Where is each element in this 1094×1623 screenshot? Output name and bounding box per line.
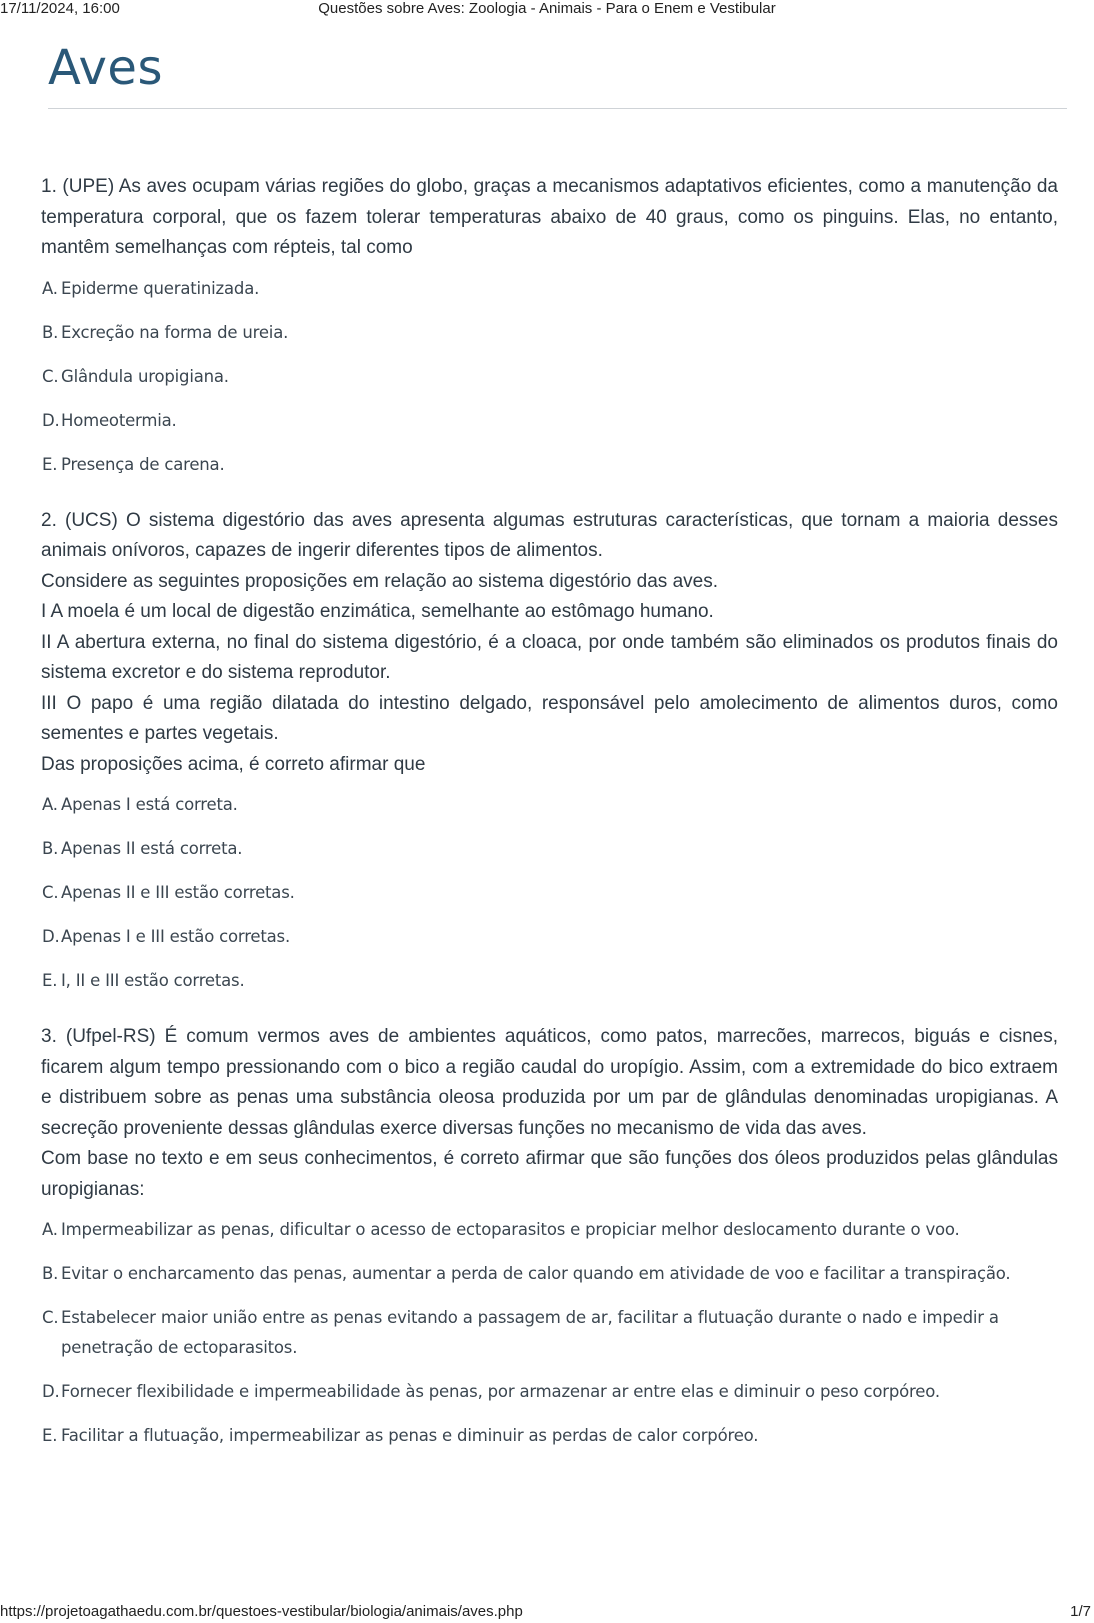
- option-letter: C.: [42, 883, 59, 902]
- questions-container: [41, 172, 1058, 1477]
- option-letter: E.: [42, 1426, 58, 1445]
- option-letter: E.: [42, 971, 58, 990]
- option-letter: B.: [42, 1264, 59, 1283]
- option-a[interactable]: [41, 1215, 1058, 1245]
- option-text: Apenas I está correta.: [61, 795, 238, 814]
- print-date: 17/11/2024, 16:00: [0, 0, 120, 17]
- option-text: Homeotermia.: [61, 410, 177, 430]
- option-text: Fornecer flexibilidade e impermeabilidade às penas, por armazenar ar entre elas e diminuir o peso corpóreo.: [61, 1382, 940, 1401]
- print-document-title: Questões sobre Aves: Zoologia - Animais - Para o Enem e Vestibular: [318, 0, 776, 17]
- option-d[interactable]: [41, 922, 1058, 952]
- question-text: 3. (Ufpel-RS) É comum vermos aves de ambientes aquáticos, como patos, marrecões, marrecos, biguás e cisnes, ficarem algum tempo pressionando com o bico a região caudal do uropígio. Assim, com a extremidade do bico extraem e distribuem sobre as penas uma substância oleosa produzida por um par de glândulas denominadas uropigianas. A secreção proveniente dessas glândulas exerce diversas funções no mecanismo de vida das aves.: [41, 1026, 1058, 1139]
- page-title: Aves: [48, 40, 163, 96]
- option-c[interactable]: [41, 878, 1058, 908]
- question-text: 1. (UPE) As aves ocupam várias regiões do globo, graças a mecanismos adaptativos eficientes, como a manutenção da temperatura corporal, que os fazem tolerar temperaturas abaixo de 40 graus, como os pinguins. Elas, no entanto, mantêm semelhanças com répteis, tal como: [41, 176, 1058, 258]
- option-text: Excreção na forma de ureia.: [61, 322, 289, 342]
- question-2: [41, 506, 1058, 997]
- option-a[interactable]: [41, 274, 1058, 304]
- option-b[interactable]: [41, 834, 1058, 864]
- option-text: Epiderme queratinizada.: [61, 278, 260, 298]
- option-text: Apenas I e III estão corretas.: [61, 927, 290, 946]
- options-list: [41, 790, 1058, 996]
- option-letter: C.: [42, 1308, 59, 1327]
- option-letter: B.: [42, 839, 59, 858]
- option-e[interactable]: [41, 966, 1058, 996]
- title-divider: [48, 108, 1067, 109]
- option-text: Glândula uropigiana.: [61, 366, 229, 386]
- option-text: I, II e III estão corretas.: [61, 971, 245, 990]
- option-c[interactable]: [41, 362, 1058, 392]
- question-prompt: Com base no texto e em seus conhecimentos, é correto afirmar que são funções dos óleos produzidos pelas glândulas uropigianas:: [41, 1148, 1058, 1200]
- option-letter: D.: [42, 927, 60, 946]
- print-footer: [0, 1601, 1094, 1623]
- proposition-iii: III O papo é uma região dilatada do intestino delgado, responsável pelo amolecimento de alimentos duros, como sementes e partes vegetais.: [41, 692, 1058, 744]
- proposition-i: I A moela é um local de digestão enzimática, semelhante ao estômago humano.: [41, 601, 714, 622]
- question-text: Considere as seguintes proposições em relação ao sistema digestório das aves.: [41, 570, 718, 592]
- option-letter: E.: [42, 454, 58, 474]
- option-text: Facilitar a flutuação, impermeabilizar as penas e diminuir as perdas de calor corpóreo.: [61, 1426, 759, 1445]
- question-3: [41, 1022, 1058, 1451]
- option-e[interactable]: [41, 450, 1058, 480]
- option-letter: A.: [42, 278, 58, 298]
- option-a[interactable]: [41, 790, 1058, 820]
- question-1: [41, 172, 1058, 480]
- option-text: Presença de carena.: [61, 454, 225, 474]
- option-b[interactable]: [41, 318, 1058, 348]
- print-url[interactable]: https://projetoagathaedu.com.br/questoes-vestibular/biologia/animais/aves.php: [0, 1603, 523, 1620]
- option-letter: D.: [42, 410, 60, 430]
- options-list: [41, 274, 1058, 480]
- option-letter: A.: [42, 1220, 58, 1239]
- page-number: 1/7: [1070, 1603, 1091, 1620]
- option-text: Impermeabilizar as penas, dificultar o acesso de ectoparasitos e propiciar melhor deslocamento durante o voo.: [61, 1220, 960, 1239]
- options-list: [41, 1215, 1058, 1451]
- option-text: Estabelecer maior união entre as penas evitando a passagem de ar, facilitar a flutuação durante o nado e impedir a penetração de ectoparasitos.: [61, 1308, 999, 1357]
- option-b[interactable]: [41, 1259, 1058, 1289]
- option-c[interactable]: [41, 1303, 1058, 1363]
- option-e[interactable]: [41, 1421, 1058, 1451]
- option-d[interactable]: [41, 1377, 1058, 1407]
- option-letter: B.: [42, 322, 59, 342]
- option-text: Evitar o encharcamento das penas, aumentar a perda de calor quando em atividade de voo e facilitar a transpiração.: [61, 1264, 1011, 1283]
- proposition-ii: II A abertura externa, no final do sistema digestório, é a cloaca, por onde também são eliminados os produtos finais do sistema excretor e do sistema reprodutor.: [41, 631, 1058, 683]
- question-text: 2. (UCS) O sistema digestório das aves apresenta algumas estruturas características, que tornam a maioria desses animais onívoros, capazes de ingerir diferentes tipos de alimentos.: [41, 509, 1058, 561]
- option-letter: C.: [42, 366, 59, 386]
- option-text: Apenas II e III estão corretas.: [61, 883, 295, 902]
- question-prompt: Das proposições acima, é correto afirmar que: [41, 753, 426, 775]
- option-text: Apenas II está correta.: [61, 839, 243, 858]
- option-letter: D.: [42, 1382, 60, 1401]
- option-d[interactable]: [41, 406, 1058, 436]
- option-letter: A.: [42, 795, 58, 814]
- print-header: [0, 0, 1094, 20]
